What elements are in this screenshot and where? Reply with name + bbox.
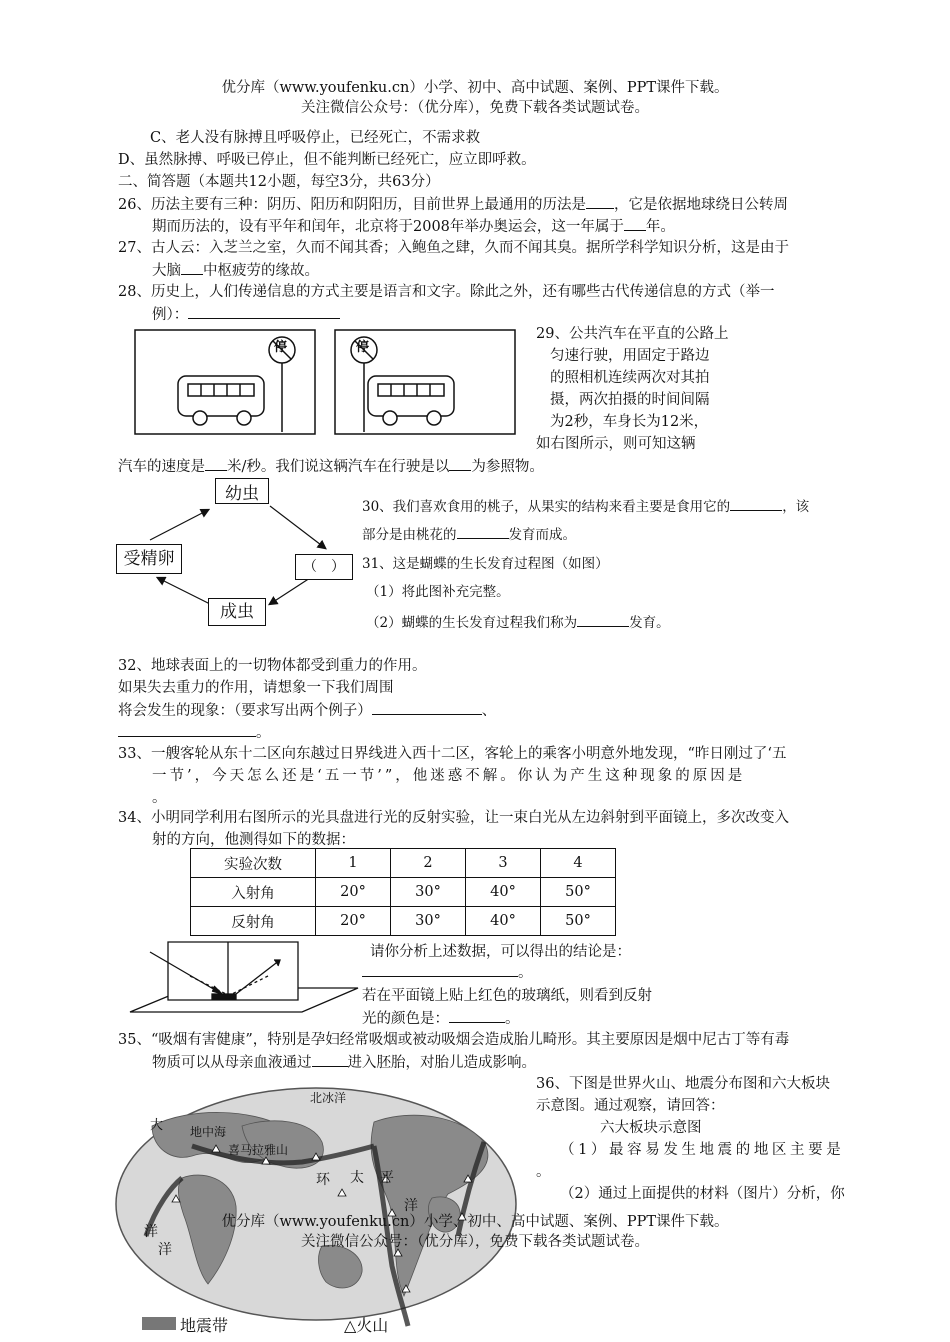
table-cell: 40° (466, 907, 541, 936)
q29-line-5: 为2秒，车身长为12米， (550, 414, 709, 430)
table-cell: 2 (391, 849, 466, 878)
legend-volcano-label: △火山 (344, 1316, 389, 1335)
q30-line-1: 30、我们喜欢食用的桃子，从果实的结构来看主要是食用它的 ，该 (362, 496, 809, 517)
map-label: 环 (316, 1172, 330, 1188)
lifecycle-larva-box: 幼虫 (215, 478, 269, 504)
table-cell: 1 (316, 849, 391, 878)
q35-line-1: 35、“吸烟有害健康”，特别是孕妇经常吸烟或被动吸烟会造成胎儿畸形。其主要原因是烟中尼古丁等有毒 (118, 1032, 790, 1048)
answer-blank[interactable] (449, 456, 471, 471)
table-cell: 3 (466, 849, 541, 878)
q29-line-2: 匀速行驶，用固定于路边 (550, 348, 710, 364)
q31-line-1: 31、这是蝴蝶的生长发育过程图（如图） (362, 556, 609, 572)
table-cell: 30° (391, 907, 466, 936)
q36-line-5: 。 (536, 1164, 551, 1180)
q34-line-3: 请你分析上述数据，可以得出的结论是： (370, 944, 631, 960)
answer-blank[interactable] (730, 496, 782, 511)
q36-line-3: 六大板块示意图 (600, 1120, 702, 1136)
answer-blank[interactable] (205, 456, 227, 471)
q32-line-4: 。 (118, 722, 271, 743)
q29-line-6: 如右图所示，则可知这辆 (536, 436, 696, 452)
option-d: D、虽然脉搏、呼吸已停止，但不能判断已经死亡，应立即呼救。 (118, 152, 536, 168)
q32-line-2: 如果失去重力的作用，请想象一下我们周围 (118, 680, 394, 696)
map-label: 洋 (158, 1242, 172, 1258)
header-line-2: 关注微信公众号：（优分库），免费下载各类试题试卷。 (301, 100, 649, 116)
reflection-data-table (190, 848, 616, 936)
q35-line-2: 物质可以从母亲血液通过 进入胚胎，对胎儿造成影响。 (152, 1052, 536, 1073)
q34-line-6: 光的颜色是： 。 (362, 1008, 520, 1029)
map-label: 北冰洋 (310, 1091, 347, 1105)
bus-photo-1 (135, 330, 315, 434)
lifecycle-egg-box: 受精卵 (116, 544, 182, 574)
map-label: 喜马拉雅山 (228, 1143, 289, 1157)
table-cell: 入射角 (191, 878, 316, 907)
lifecycle-adult-box: 成虫 (208, 598, 266, 626)
q33-line-1: 33、一艘客轮从东十二区向东越过日界线进入西十二区，客轮上的乘客小明意外地发现，“昨日刚过了‘五 (118, 746, 787, 762)
answer-blank[interactable] (188, 304, 340, 319)
option-c: C、老人没有脉搏且呼吸停止，已经死亡，不需求救 (150, 130, 481, 146)
answer-blank[interactable] (586, 194, 614, 209)
table-cell: 50° (541, 878, 616, 907)
q33-line-3: 。 (152, 790, 167, 806)
table-cell: 4 (541, 849, 616, 878)
table-cell: 实验次数 (191, 849, 316, 878)
q29-line-1: 29、公共汽车在平直的公路上 (536, 326, 729, 342)
q30-line-2: 部分是由桃花的 发育而成。 (362, 524, 576, 545)
answer-blank[interactable] (372, 700, 482, 715)
q34-line-1: 34、小明同学利用右图所示的光具盘进行光的反射实验，让一束白光从左边斜射到平面镜上，多次改变入 (118, 810, 789, 826)
section-title: 二、简答题（本题共12小题，每空3分，共63分） (118, 174, 440, 190)
table-row (191, 907, 616, 936)
answer-blank[interactable] (362, 962, 518, 977)
legend-earthquake-label: 地震带 (180, 1316, 229, 1335)
map-label: 大 (150, 1118, 164, 1133)
q34-line-5: 若在平面镜上贴上红色的玻璃纸，则看到反射 (362, 988, 652, 1004)
q34-line-2: 射的方向，他测得如下的数据： (152, 832, 355, 848)
q27-line-2: 大脑 中枢疲劳的缘故。 (152, 260, 319, 281)
q28-line-1: 28、历史上，人们传递信息的方式主要是语言和文字。除此之外，还有哪些古代传递信息的方式（举一 (118, 284, 775, 300)
map-label: 地中海 (190, 1125, 227, 1139)
stop-sign-text: 停 (356, 340, 370, 355)
table-cell: 40° (466, 878, 541, 907)
footer-line-1: 优分库（www.youfenku.cn）小学、初中、高中试题、案例、PPT课件下载。 (221, 1214, 729, 1230)
footer-line-2: 关注微信公众号：（优分库），免费下载各类试题试卷。 (301, 1234, 649, 1250)
table-cell: 50° (541, 907, 616, 936)
q36-line-2: 示意图。通过观察，请回答： (536, 1098, 725, 1114)
q29-line-3: 的照相机连续两次对其拍 (550, 370, 710, 386)
q26-line-1: 26、历法主要有三种：阴历、阳历和阴阳历，目前世界上最通用的历法是 ，它是依据地球绕日公转周 (118, 194, 788, 215)
bus-photos-figure (134, 328, 519, 440)
q36-line-1: 36、下图是世界火山、地震分布图和六大板块 (536, 1076, 830, 1092)
q26-line-2: 期而历法的，设有平年和闰年，北京将于2008年举办奥运会，这一年属于 年。 (152, 216, 675, 237)
table-row (191, 849, 616, 878)
q33-line-2: 一节’，今天怎么还是‘五一节’”，他迷惑不解。你认为产生这种现象的原因是 (152, 768, 746, 784)
map-label: 洋 (144, 1224, 158, 1240)
q29-line-4: 摄，两次拍摄的时间间隔 (550, 392, 710, 408)
table-cell: 20° (316, 907, 391, 936)
q36-line-4: （1）最容易发生地震的地区主要是 (560, 1142, 845, 1158)
q27-line-1: 27、古人云：入芝兰之室，久而不闻其香；入鲍鱼之肆，久而不闻其臭。据所学科学知识分析，这是由于 (118, 240, 789, 256)
light-disk-figure (128, 938, 360, 1018)
stop-sign-text: 停 (274, 340, 288, 355)
map-label: 洋 (404, 1198, 418, 1214)
answer-blank[interactable] (118, 722, 256, 737)
q32-line-1: 32、地球表面上的一切物体都受到重力的作用。 (118, 658, 427, 674)
q36-line-6: （2）通过上面提供的材料（图片）分析，你 (560, 1186, 845, 1202)
lifecycle-blank-box[interactable]: （ ） (295, 554, 353, 580)
answer-blank[interactable] (577, 612, 629, 627)
table-cell: 30° (391, 878, 466, 907)
q32-line-3: 将会发生的现象：（要求写出两个例子） 、 (118, 700, 496, 721)
map-label: 太 (350, 1170, 364, 1186)
answer-blank[interactable] (457, 524, 509, 539)
q34-line-4: 。 (362, 962, 533, 983)
answer-blank[interactable] (624, 216, 646, 231)
table-row (191, 878, 616, 907)
table-cell: 反射角 (191, 907, 316, 936)
answer-blank[interactable] (181, 260, 203, 275)
answer-blank[interactable] (449, 1008, 505, 1023)
header-line-1: 优分库（www.youfenku.cn）小学、初中、高中试题、案例、PPT课件下载。 (221, 80, 729, 96)
table-cell: 20° (316, 878, 391, 907)
q31-line-2: （1）将此图补充完整。 (366, 584, 510, 600)
map-label: 平 (380, 1170, 394, 1186)
q31-line-3: （2）蝴蝶的生长发育过程我们称为 发育。 (366, 612, 670, 633)
q28-line-2: 例）： (152, 304, 340, 325)
q29-line-7: 汽车的速度是 米/秒。我们说这辆汽车在行驶是以 为参照物。 (118, 456, 544, 477)
answer-blank[interactable] (312, 1052, 348, 1067)
